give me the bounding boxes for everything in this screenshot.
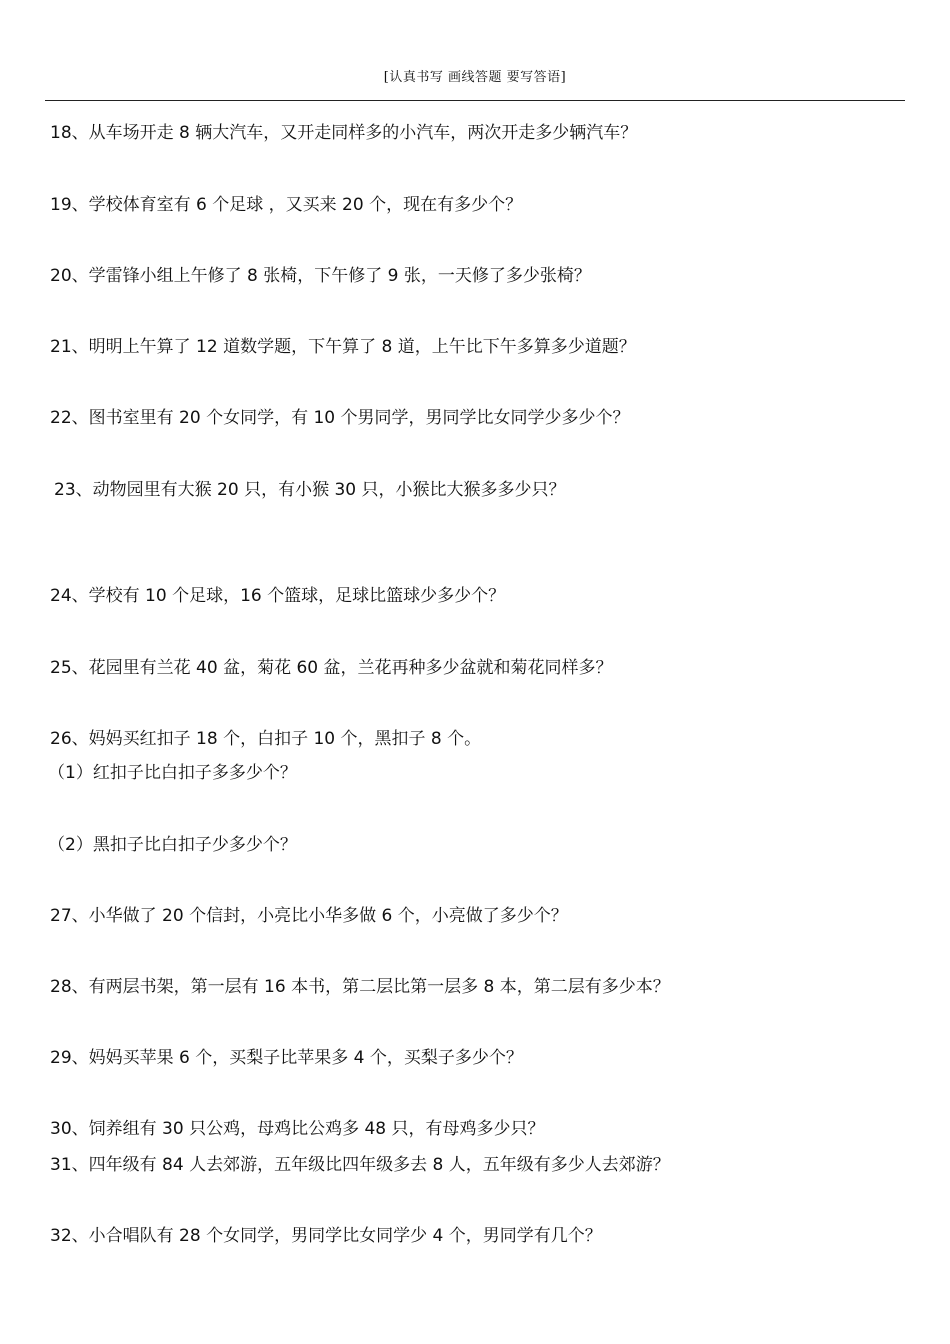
question-20: 20、学雷锋小组上午修了 8 张椅，下午修了 9 张，一天修了多少张椅？	[50, 266, 591, 286]
question-19: 19、学校体育室有 6 个足球 ，又买来 20 个，现在有多少个？	[50, 195, 523, 215]
question-30: 30、饲养组有 30 只公鸡，母鸡比公鸡多 48 只，有母鸡多少只？	[50, 1119, 545, 1139]
question-18: 18、从车场开走 8 辆大汽车，又开走同样多的小汽车，两次开走多少辆汽车？	[50, 123, 638, 143]
page-header: [认真书写 画线答题 要写答语]	[383, 70, 567, 85]
question-24: 24、学校有 10 个足球，16 个篮球，足球比篮球少多少个？	[50, 586, 506, 606]
question-21: 21、明明上午算了 12 道数学题，下午算了 8 道，上午比下午多算多少道题？	[50, 337, 636, 357]
question-26: 26、妈妈买红扣子 18 个，白扣子 10 个，黑扣子 8 个。	[50, 729, 482, 749]
question-26-part-2: （2）黑扣子比白扣子少多少个？	[48, 835, 297, 855]
question-27: 27、小华做了 20 个信封，小亮比小华多做 6 个，小亮做了多少个？	[50, 906, 568, 926]
question-32: 32、小合唱队有 28 个女同学，男同学比女同学少 4 个，男同学有几个？	[50, 1226, 602, 1246]
question-23: 23、动物园里有大猴 20 只，有小猴 30 只，小猴比大猴多多少只？	[54, 480, 566, 500]
question-25: 25、花园里有兰花 40 盆，菊花 60 盆，兰花再种多少盆就和菊花同样多？	[50, 658, 613, 678]
question-31: 31、四年级有 84 人去郊游，五年级比四年级多去 8 人，五年级有多少人去郊游？	[50, 1155, 670, 1175]
question-29: 29、妈妈买苹果 6 个，买梨子比苹果多 4 个，买梨子多少个？	[50, 1048, 523, 1068]
question-28: 28、有两层书架，第一层有 16 本书，第二层比第一层多 8 本，第二层有多少本？	[50, 977, 670, 997]
question-22: 22、图书室里有 20 个女同学，有 10 个男同学，男同学比女同学少多少个？	[50, 408, 630, 428]
header-divider	[45, 100, 905, 101]
question-26-part-1: （1）红扣子比白扣子多多少个？	[48, 763, 297, 783]
